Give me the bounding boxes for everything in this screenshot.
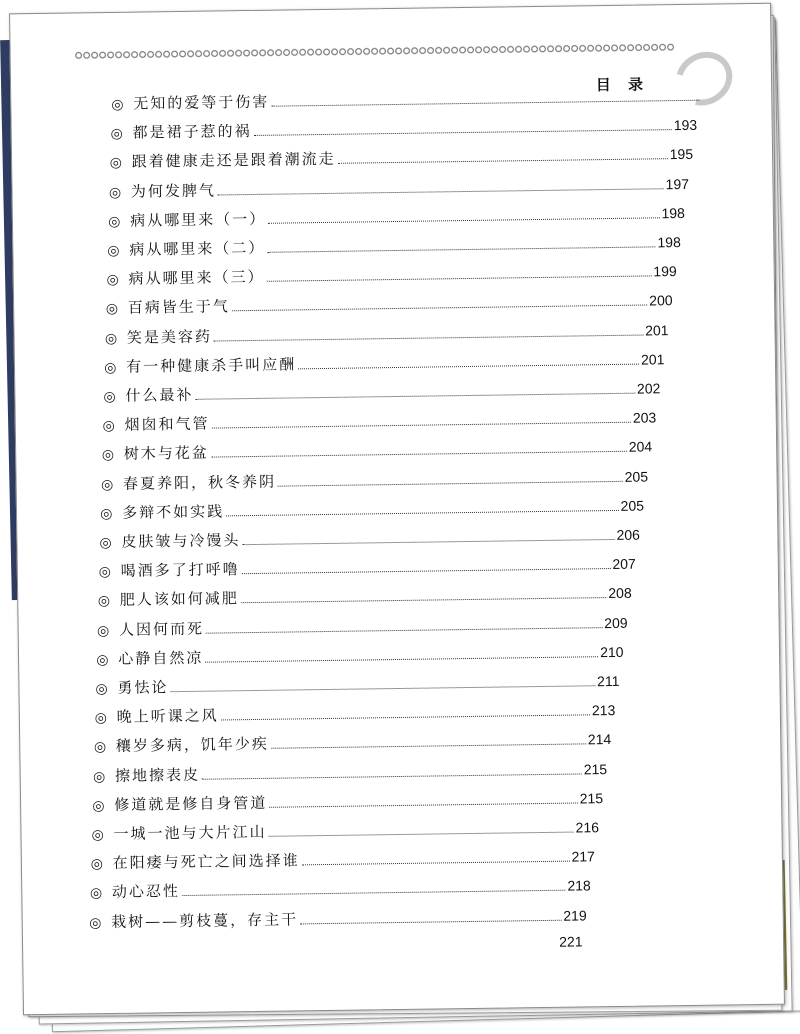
toc-entry[interactable] bbox=[108, 202, 685, 232]
toc-entry-title: 跟着健康走还是跟着潮流走 bbox=[131, 150, 336, 172]
toc-entry[interactable] bbox=[93, 758, 607, 787]
toc-entry[interactable] bbox=[98, 582, 632, 611]
dot-leader bbox=[218, 188, 664, 195]
bullet-icon: ◎ bbox=[110, 125, 123, 143]
toc-entry[interactable] bbox=[107, 231, 681, 261]
toc-entry-page: 205 bbox=[624, 468, 649, 485]
dot-leader bbox=[278, 480, 623, 486]
toc-entry-title: 病从哪里来（二） bbox=[129, 238, 266, 259]
toc-entry-title: 擦地擦表皮 bbox=[114, 765, 201, 785]
bullet-icon: ◎ bbox=[104, 330, 118, 347]
toc-entry[interactable] bbox=[95, 670, 619, 699]
toc-entry[interactable] bbox=[88, 933, 583, 962]
dot-leader bbox=[206, 627, 602, 634]
toc-entry-title: 烟囱和气管 bbox=[124, 414, 210, 434]
bullet-icon: ◎ bbox=[89, 885, 103, 902]
dot-leader bbox=[271, 100, 699, 107]
bullet-icon: ◎ bbox=[92, 768, 106, 785]
toc-entry-title: 人因何而死 bbox=[118, 619, 205, 639]
dot-leader bbox=[195, 393, 635, 400]
toc-entry[interactable] bbox=[109, 172, 689, 202]
toc-entry-page: 206 bbox=[616, 526, 640, 543]
toc-entry-title: 一城一池与大片江山 bbox=[113, 822, 267, 843]
bullet-icon: ◎ bbox=[97, 593, 111, 610]
toc-entry-page: 214 bbox=[587, 731, 612, 748]
toc-entry[interactable] bbox=[103, 377, 660, 407]
toc-entry-title: 无知的爱等于伤害 bbox=[133, 92, 270, 113]
toc-entry-title: 栽树——剪枝蔓，存主干 bbox=[110, 910, 299, 931]
toc-entry-title: 动心忍性 bbox=[111, 882, 181, 902]
toc-entry-page: 195 bbox=[669, 146, 694, 163]
dot-leader bbox=[254, 129, 672, 136]
dot-leader bbox=[241, 597, 606, 603]
bullet-icon: ◎ bbox=[96, 651, 109, 669]
toc-entry-page: 198 bbox=[661, 204, 685, 222]
toc-entry[interactable] bbox=[105, 319, 669, 349]
toc-entry-title: 肥人该如何减肥 bbox=[119, 589, 239, 610]
dot-leader bbox=[269, 832, 574, 837]
bullet-icon: ◎ bbox=[100, 476, 114, 493]
dot-leader bbox=[338, 159, 668, 165]
bullet-icon: ◎ bbox=[101, 447, 115, 464]
bullet-icon: ◎ bbox=[91, 827, 104, 844]
toc-entry-title: 为何发脾气 bbox=[130, 181, 217, 201]
bullet-icon: ◎ bbox=[108, 213, 121, 230]
toc-entry-title: 病从哪里来（三） bbox=[128, 268, 265, 288]
toc-entry-title: 有一种健康杀手叫应酬 bbox=[126, 355, 297, 376]
toc-entry-page: 204 bbox=[628, 438, 653, 456]
dot-leader bbox=[268, 217, 659, 223]
toc-entry[interactable] bbox=[96, 641, 624, 670]
dot-leader bbox=[171, 685, 596, 692]
toc-entry-page: 201 bbox=[640, 351, 665, 368]
bullet-icon: ◎ bbox=[109, 155, 123, 172]
bullet-icon: ◎ bbox=[108, 184, 122, 201]
toc-entry-page: 208 bbox=[608, 585, 632, 602]
dot-leader bbox=[242, 539, 614, 545]
toc-entry-title: 百病皆生于气 bbox=[127, 297, 230, 318]
toc-entry-title: 什么最补 bbox=[125, 385, 194, 405]
toc-entry-page: 201 bbox=[645, 321, 669, 339]
toc-entry-page: 215 bbox=[583, 760, 608, 778]
toc-entry[interactable] bbox=[94, 728, 612, 757]
dot-leader bbox=[221, 715, 590, 721]
toc-entry-page: 221 bbox=[559, 933, 583, 950]
toc-entry[interactable] bbox=[110, 143, 694, 173]
toc-list bbox=[10, 4, 784, 1015]
toc-entry[interactable] bbox=[95, 699, 616, 728]
toc-entry[interactable] bbox=[102, 436, 653, 466]
toc-entry-title: 晚上听课之风 bbox=[116, 706, 219, 727]
dot-leader bbox=[202, 773, 582, 779]
toc-entry-title: 春夏养阳，秋冬养阴 bbox=[122, 472, 277, 493]
dot-leader bbox=[302, 861, 570, 866]
toc-entry[interactable] bbox=[98, 553, 635, 582]
bullet-icon: ◎ bbox=[92, 797, 105, 815]
toc-entry[interactable] bbox=[92, 787, 603, 816]
toc-entry-page: 200 bbox=[649, 292, 673, 309]
dot-leader bbox=[267, 246, 655, 252]
dot-leader bbox=[269, 802, 577, 807]
bullet-icon: ◎ bbox=[103, 388, 116, 406]
toc-entry-page: 199 bbox=[653, 263, 677, 280]
dot-leader bbox=[212, 422, 631, 429]
bullet-icon: ◎ bbox=[106, 272, 119, 289]
dot-leader bbox=[214, 334, 643, 341]
toc-entry-title: 病从哪里来（一） bbox=[130, 209, 267, 230]
page-title: 目 录 bbox=[595, 75, 650, 95]
toc-entry-page: 207 bbox=[612, 555, 636, 573]
toc-entry-page: 203 bbox=[632, 409, 657, 426]
toc-entry-page: 205 bbox=[620, 497, 645, 514]
toc-entry[interactable] bbox=[110, 114, 697, 144]
toc-entry-title: 笑是美容药 bbox=[126, 327, 213, 347]
toc-entry-title: 都是裙子惹的祸 bbox=[132, 122, 252, 142]
toc-entry-page: 216 bbox=[575, 819, 600, 836]
toc-entry[interactable] bbox=[102, 407, 656, 437]
toc-entry-page: 218 bbox=[567, 877, 591, 895]
dot-leader bbox=[205, 656, 598, 662]
bullet-icon: ◎ bbox=[99, 534, 112, 552]
bullet-icon: ◎ bbox=[93, 739, 107, 756]
toc-entry-title: 树木与花盆 bbox=[123, 444, 209, 464]
toc-entry-title: 勇怯论 bbox=[117, 678, 169, 697]
toc-entry[interactable] bbox=[91, 816, 599, 845]
bullet-icon: ◎ bbox=[95, 681, 108, 698]
bullet-icon: ◎ bbox=[100, 505, 113, 522]
toc-entry[interactable] bbox=[90, 875, 591, 904]
toc-entry-title: 喝酒多了打呼噜 bbox=[120, 560, 240, 581]
toc-entry-page: 211 bbox=[596, 672, 620, 690]
toc-entry-page: 198 bbox=[657, 234, 681, 251]
dot-leader bbox=[300, 919, 561, 924]
dot-leader bbox=[271, 744, 586, 749]
toc-entry-page: 197 bbox=[665, 175, 690, 192]
toc-entry[interactable] bbox=[104, 348, 665, 378]
toc-entry[interactable] bbox=[106, 290, 673, 320]
toc-entry[interactable] bbox=[111, 85, 701, 115]
toc-entry-title: 在阳痿与死亡之间选择谁 bbox=[112, 851, 300, 873]
toc-page bbox=[9, 3, 785, 1016]
toc-entry-page: 210 bbox=[600, 643, 624, 660]
toc-entry[interactable] bbox=[91, 845, 595, 874]
bullet-icon: ◎ bbox=[111, 96, 124, 113]
dot-leader bbox=[232, 305, 647, 312]
toc-entry-page: 219 bbox=[563, 906, 587, 924]
bullet-icon: ◎ bbox=[90, 856, 104, 873]
toc-entry[interactable] bbox=[97, 611, 628, 640]
dot-leader bbox=[182, 890, 565, 896]
dot-leader bbox=[226, 510, 618, 516]
toc-entry-title: 穰岁多病，饥年少疾 bbox=[115, 735, 270, 756]
toc-entry[interactable] bbox=[89, 904, 587, 933]
toc-entry-page: 217 bbox=[571, 848, 595, 865]
toc-entry-title: 修道就是修自身管道 bbox=[114, 793, 268, 814]
toc-entry[interactable] bbox=[99, 524, 640, 554]
bullet-icon: ◎ bbox=[107, 242, 120, 260]
toc-entry-page: 213 bbox=[591, 702, 616, 719]
bullet-icon: ◎ bbox=[94, 710, 108, 727]
bullet-icon: ◎ bbox=[96, 622, 110, 639]
dot-leader bbox=[242, 568, 611, 574]
toc-entry[interactable] bbox=[100, 494, 644, 524]
toc-entry-title: 皮肤皱与冷馒头 bbox=[121, 531, 241, 551]
toc-entry-page: 202 bbox=[636, 380, 661, 397]
toc-entry-page: 215 bbox=[579, 789, 604, 807]
dot-leader bbox=[267, 276, 652, 282]
toc-entry-page: 209 bbox=[604, 614, 628, 631]
bullet-icon: ◎ bbox=[98, 564, 111, 581]
dot-leader bbox=[298, 363, 639, 369]
toc-entry-title: 心静自然凉 bbox=[118, 648, 204, 668]
toc-entry[interactable] bbox=[106, 260, 676, 290]
toc-entry-title: 多辩不如实践 bbox=[122, 502, 225, 522]
bullet-icon: ◎ bbox=[105, 301, 119, 318]
toc-entry[interactable] bbox=[101, 465, 648, 495]
toc-entry-page: 193 bbox=[673, 116, 698, 134]
bullet-icon: ◎ bbox=[102, 418, 115, 435]
dot-leader bbox=[211, 451, 627, 458]
bullet-icon: ◎ bbox=[104, 359, 117, 376]
bullet-icon: ◎ bbox=[89, 914, 102, 931]
